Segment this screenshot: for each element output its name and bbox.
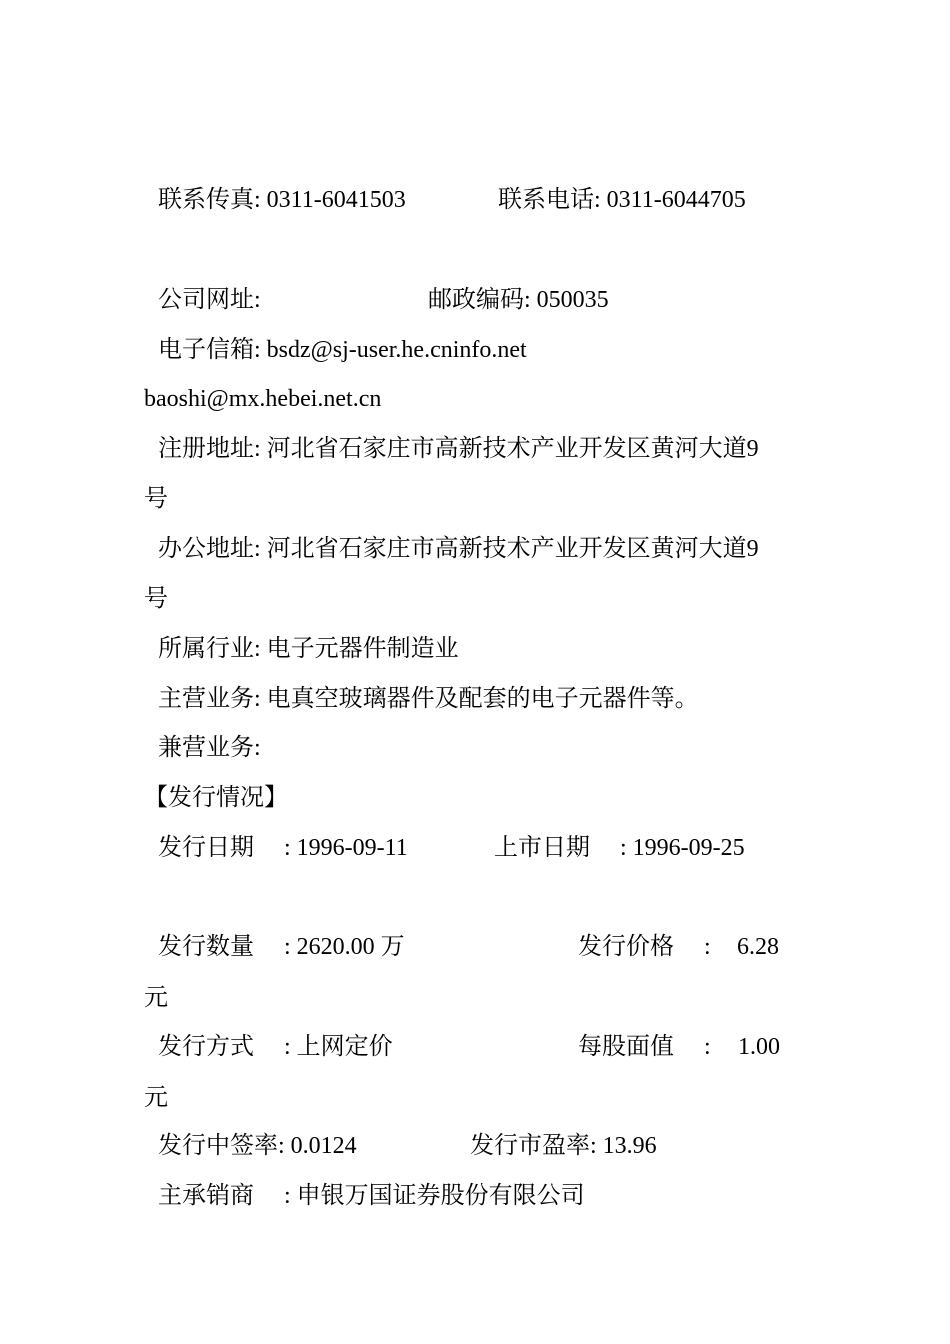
- email-line-2: baoshi@mx.hebei.net.cn: [144, 386, 382, 412]
- email-line-1: 电子信箱: bsdz@sj-user.he.cninfo.net: [158, 337, 527, 363]
- par-value-colon: :: [704, 1034, 711, 1060]
- website-label: 公司网址:: [158, 287, 261, 313]
- main-business-row: [0, 684, 950, 714]
- pe-ratio-text: 发行市盈率: 13.96: [470, 1133, 657, 1159]
- par-unit: 元: [144, 1085, 168, 1111]
- office-address-row: [0, 534, 950, 564]
- registered-address-row-2: [0, 484, 950, 514]
- office-address-row-2: [0, 584, 950, 614]
- issue-date-label: 发行日期: [158, 835, 254, 861]
- email-row-2: [0, 384, 950, 414]
- price-colon: :: [704, 934, 711, 960]
- postal-code-text: 邮政编码: 050035: [428, 287, 609, 313]
- price-unit: 元: [144, 985, 168, 1011]
- method-label: 发行方式: [158, 1034, 254, 1060]
- main-business-text: 主营业务: 电真空玻璃器件及配套的电子元器件等。: [158, 686, 699, 712]
- price-label: 发行价格: [578, 934, 674, 960]
- underwriter-label: 主承销商: [158, 1183, 254, 1209]
- issuance-heading: 【发行情况】: [144, 785, 288, 811]
- par-value: 1.00: [738, 1034, 780, 1060]
- method-value: : 上网定价: [284, 1034, 393, 1060]
- office-address-line-1: 办公地址: 河北省石家庄市高新技术产业开发区黄河大道9: [158, 536, 759, 562]
- side-business-text: 兼营业务:: [158, 735, 261, 761]
- industry-text: 所属行业: 电子元器件制造业: [158, 636, 459, 662]
- underwriter-value: : 申银万国证券股份有限公司: [284, 1183, 585, 1209]
- quantity-label: 发行数量: [158, 934, 254, 960]
- listing-date-value: : 1996-09-25: [620, 835, 745, 861]
- issue-dates-row: [0, 833, 950, 863]
- office-address-line-2: 号: [144, 586, 168, 612]
- par-unit-row: [0, 1083, 950, 1113]
- side-business-row: [0, 733, 950, 763]
- price-unit-row: [0, 983, 950, 1013]
- contact-row: [0, 185, 950, 215]
- issue-date-value: : 1996-09-11: [284, 835, 408, 861]
- website-row: [0, 285, 950, 315]
- quantity-value: : 2620.00 万: [284, 934, 405, 960]
- phone-text: 联系电话: 0311-6044705: [498, 187, 746, 213]
- par-value-label: 每股面值: [578, 1034, 674, 1060]
- method-par-row: [0, 1032, 950, 1062]
- underwriter-row: [0, 1181, 950, 1211]
- industry-row: [0, 634, 950, 664]
- registered-address-line-2: 号: [144, 486, 168, 512]
- quantity-price-row: [0, 932, 950, 962]
- issuance-heading-row: [0, 783, 950, 813]
- price-value: 6.28: [737, 934, 779, 960]
- registered-address-row: [0, 434, 950, 464]
- lottery-rate-text: 发行中签率: 0.0124: [158, 1133, 357, 1159]
- fax-text: 联系传真: 0311-6041503: [158, 187, 406, 213]
- registered-address-line-1: 注册地址: 河北省石家庄市高新技术产业开发区黄河大道9: [158, 436, 759, 462]
- email-row: [0, 335, 950, 365]
- listing-date-label: 上市日期: [494, 835, 590, 861]
- rate-ratio-row: [0, 1131, 950, 1161]
